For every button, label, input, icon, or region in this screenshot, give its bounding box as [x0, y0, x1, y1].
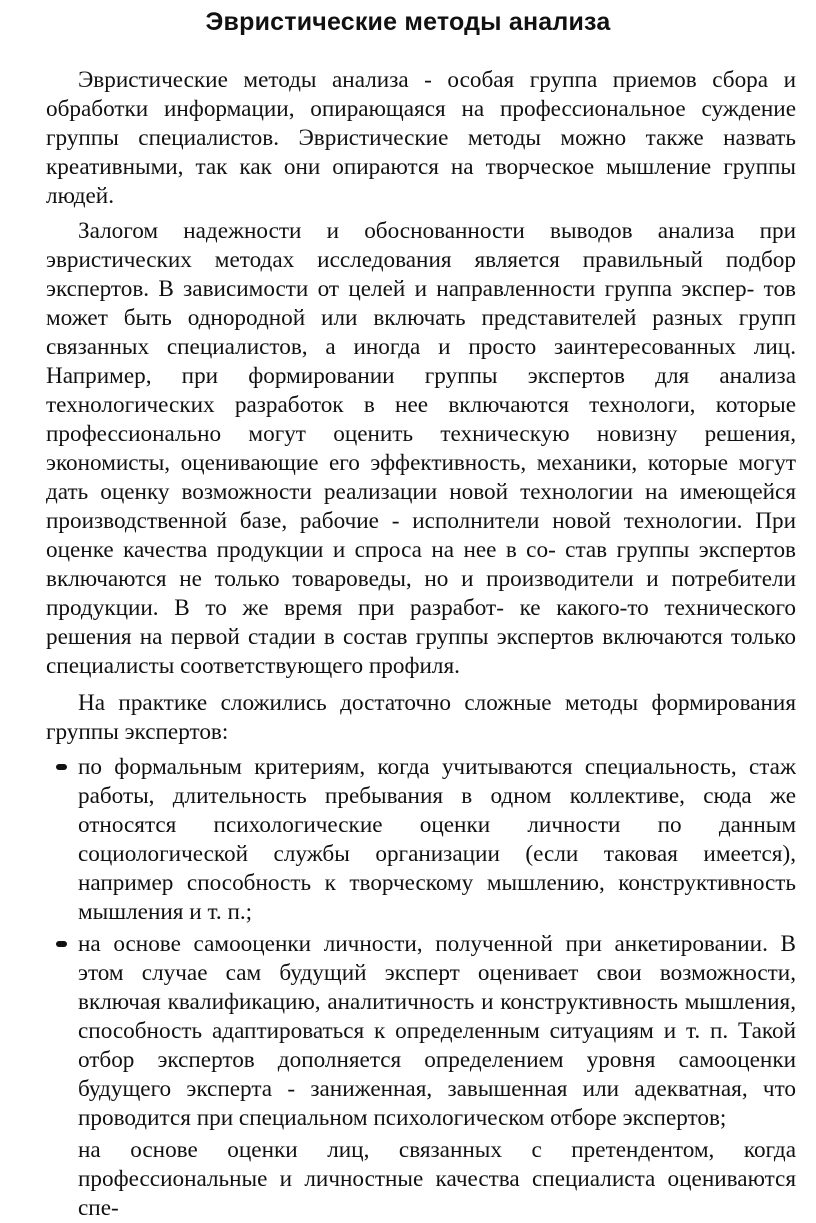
- page-title: Эвристические методы анализа: [205, 8, 611, 36]
- list-item: [46, 753, 796, 927]
- list-item-text: по формальным критериям, когда учитываются специальность, стаж работы, длительность пребывания в одном коллективе, сюда же относятся психологические оценки личности по данным социологической службы организации (если таковая имеется), например способность к творческому мышлению, конструктивность мышления и т. п.;: [78, 754, 796, 925]
- list-item-text: на основе самооценки личности, полученной при анкетировании. В этом случае сам будущий эксперт оценивает свои возможности, включая квалификацию, аналитичность и конструктивность мышления, способность адаптироваться к определенным ситуациям и т. п. Такой отбор экспертов дополняется определением уровня самооценки будущего эксперта - заниженная, завышенная или адекватная, что проводится при специальном психологическом отборе экспертов;: [78, 931, 796, 1131]
- methods-list: [46, 753, 796, 1133]
- paragraph-experts-selection: Залогом надежности и обоснованности выводов анализа при эвристических методах исследования является правильный подбор экспертов. В зависимости от целей и направленности группа экспер- тов может быть однородной или включать представителей разных групп связанных специалистов, а иногда и просто заинтересованных лиц. Например, при формировании группы экспертов для анализа технологических разработок в нее включаются технологи, которые профессионально могут оценить техническую новизну решения, экономисты, оценивающие его эффективность, механики, которые могут дать оценку возможности реализации новой технологии на имеющейся производственной базе, рабочие - исполнители новой технологии. При оценке качества продукции и спроса на нее в со- став группы экспертов включаются не только товароведы, но и производители и потребители продукции. В то же время при разработ- ке какого-то технического решения на первой стадии в состав группы экспертов включаются только специалисты соответствующего профиля.: [46, 218, 796, 679]
- bullet-icon: [56, 764, 67, 770]
- bullet-icon: [56, 941, 67, 947]
- document-body: [46, 66, 796, 1223]
- paragraph-intro: Эвристические методы анализа - особая группа приемов сбора и обработки информации, опирающаяся на профессиональное суждение группы специалистов. Эвристические методы можно также назвать креативными, так как они опираются на творческое мышление группы людей.: [46, 67, 796, 209]
- continuation-text: на основе оценки лиц, связанных с претендентом, когда профессиональные и личностные качества специалиста оцениваются спе-: [78, 1137, 796, 1221]
- list-item: [46, 930, 796, 1133]
- paragraph-methods-lead: На практике сложились достаточно сложные методы формирования группы экспертов:: [46, 690, 796, 745]
